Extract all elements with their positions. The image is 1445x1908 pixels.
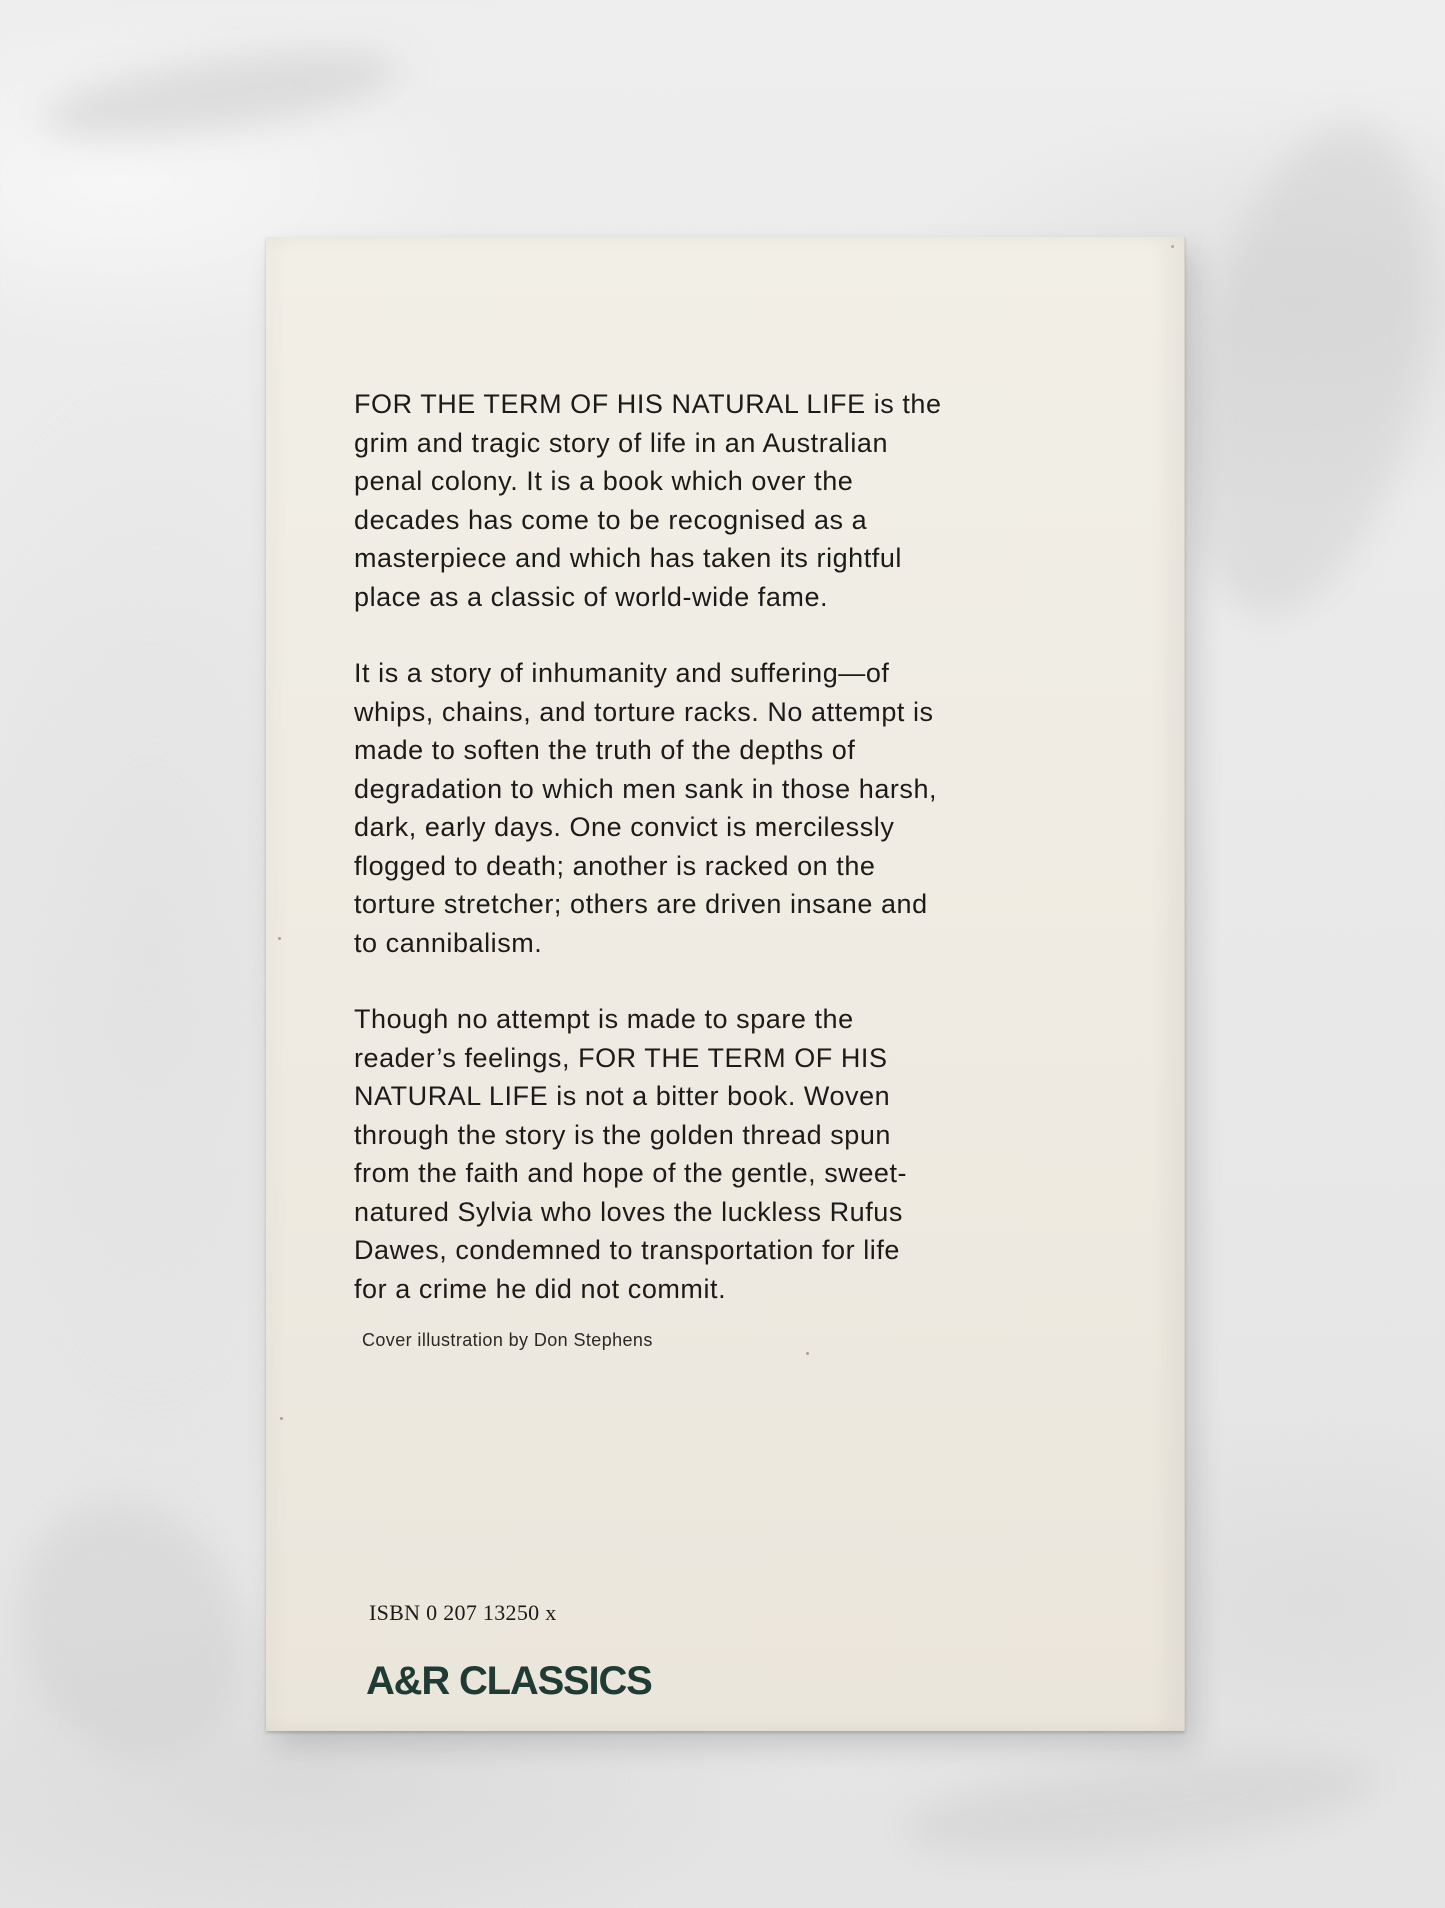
isbn: ISBN 0 207 13250 x	[369, 1600, 557, 1625]
sheet-fold	[37, 35, 403, 154]
paper-speck	[278, 937, 281, 940]
paper-speck	[806, 1352, 809, 1355]
cover-illustration-credit: Cover illustration by Don Stephens	[362, 1330, 653, 1350]
publisher-imprint-logo: A&R CLASSICS	[366, 1659, 652, 1703]
blurb-paragraph-1: FOR THE TERM OF HIS NATURAL LIFE is the grim and tragic story of life in an Australian penal colony. It is a book which over the decades has come to be recognised as a masterpiece and which has taken its rightful place as a classic of world-wide fame.	[354, 389, 942, 612]
paper-speck	[1171, 245, 1174, 248]
paper-speck	[280, 1417, 283, 1420]
blurb-paragraph-2: It is a story of inhumanity and suffering—of whips, chains, and torture racks. No attempt is made to soften the truth of the depths of degradation to which men sank in those harsh, dark, early days. One convict is mercilessly flogged to death; another is racked on the torture stretcher; others are driven insane and to cannibalism.	[354, 658, 938, 958]
blurb-paragraph-3: Though no attempt is made to spare the reader’s feelings, FOR THE TERM OF HIS NATURAL LIFE is not a bitter book. Woven through the story is the golden thread spun from the faith and hope of the gentle, sweet- natured Sylvia who loves the luckless Rufus Dawes, condemned to transportation for life for a crime he did not commit.	[354, 1004, 908, 1304]
sheet-fold	[897, 1735, 1384, 1875]
blurb	[354, 385, 1114, 1346]
book-back-cover	[266, 237, 1185, 1731]
sheet-fold	[0, 1470, 278, 1790]
sheet-fold	[1150, 103, 1445, 638]
